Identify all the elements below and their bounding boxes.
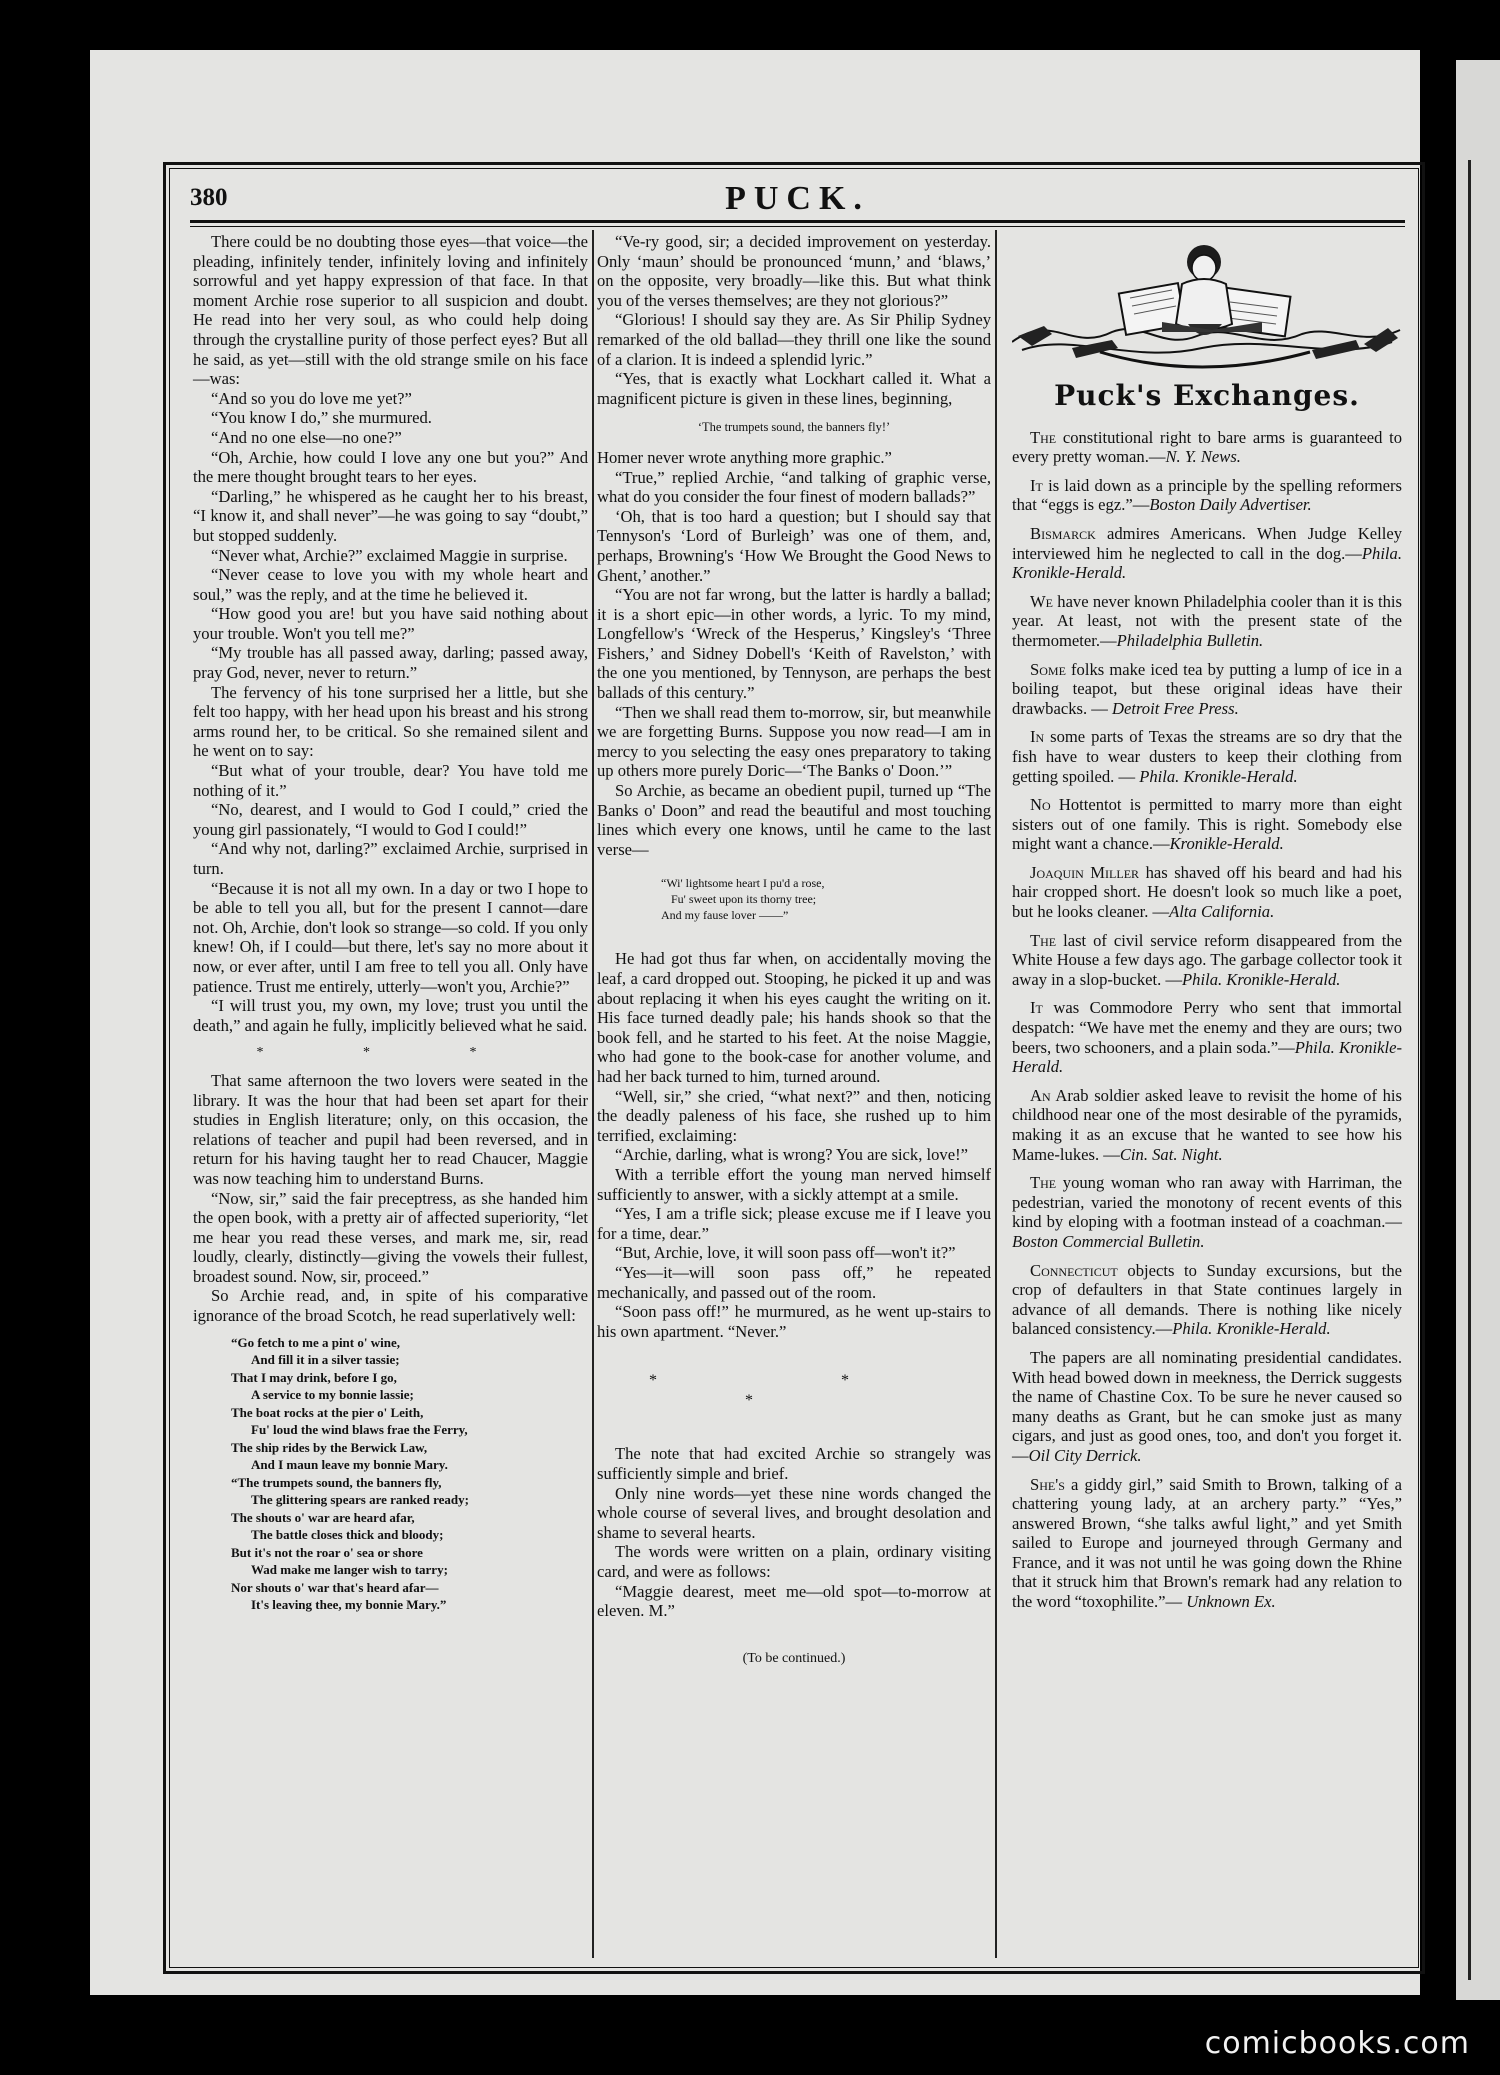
- story-paragraph: “No, dearest, and I would to God I could,” cried the young girl passionately, “I would to God I could!”: [193, 800, 588, 839]
- exchange-text: is laid down as a principle by the spelling reformers that “eggs is egz.”—: [1012, 475, 1402, 515]
- exchange-lead: It: [1030, 998, 1043, 1018]
- column-rule: [592, 230, 594, 1958]
- exchange-item: [1012, 660, 1402, 719]
- adjacent-page-rule: [1468, 160, 1471, 1980]
- header-rule-thin: [190, 226, 1405, 227]
- exchange-source: Boston Daily Advertiser.: [1149, 495, 1312, 515]
- exchange-text: objects to Sunday excursions, but the crop of defaulters in that State continues largely in advance of all demands. There is nothing like nicely balanced consistency.—: [1012, 1260, 1402, 1339]
- verse-line: That I may drink, before I go,: [231, 1369, 397, 1385]
- verse-line: Fu' sweet upon its thorny tree;: [671, 892, 817, 907]
- exchange-text: young woman who ran away with Harriman, the pedestrian, varied the monotony of recent events of this kind by eloping with a footman instead of a coachman.—: [1012, 1173, 1402, 1232]
- quoted-line: ‘The trumpets sound, the banners fly!’: [697, 420, 891, 435]
- exchange-source: Kronikle-Herald.: [1169, 834, 1284, 854]
- to-be-continued: (To be continued.): [742, 1650, 846, 1666]
- exchange-source: N. Y. News.: [1165, 447, 1241, 467]
- story-paragraph: “Now, sir,” said the fair preceptress, as she handed him the open book, with a pretty air of affected superiority, “let me hear you read these verses, and mark me, sir, read loudly, clearly, distinctly—giving the vowels their fullest, broadest sound. Now, sir, proceed.”: [193, 1188, 588, 1286]
- exchange-lead: Some: [1030, 659, 1066, 679]
- exchange-item: [1012, 931, 1402, 990]
- exchange-lead: It: [1030, 475, 1043, 495]
- exchange-item: [1012, 1348, 1402, 1466]
- exchanges-illustration: [1012, 232, 1402, 380]
- exchange-source: Cin. Sat. Night.: [1119, 1144, 1223, 1164]
- story-paragraph: “But what of your trouble, dear? You have told me nothing of it.”: [193, 761, 588, 800]
- story-paragraph: “And so you do love me yet?”: [211, 388, 412, 408]
- exchange-lead: Bismarck: [1030, 523, 1096, 543]
- story-column-1: [193, 232, 588, 1614]
- exchange-text: has shaved off his beard and had his hair cropped short. He doesn't look so much like a poet, but he looks cleaner. —: [1012, 862, 1402, 922]
- story-paragraph: So Archie read, and, in spite of his comparative ignorance of the broad Scotch, he read superlatively well:: [193, 1286, 588, 1326]
- exchange-source: Boston Commercial Bulletin.: [1012, 1231, 1205, 1251]
- story-paragraph: “Yes—it—will soon pass off,” he repeated mechanically, and passed out of the room.: [597, 1262, 991, 1302]
- exchange-item: [1012, 1261, 1402, 1339]
- exchange-item: [1012, 1475, 1402, 1612]
- story-paragraph: “My trouble has all passed away, darling; passed away, pray God, never, never to return.”: [193, 643, 588, 683]
- cherub-with-newspapers-illustration: [1012, 232, 1402, 380]
- exchange-lead: An: [1030, 1085, 1051, 1105]
- exchange-source: Oil City Derrick.: [1028, 1445, 1142, 1465]
- verse-line: And I maun leave my bonnie Mary.: [251, 1457, 448, 1473]
- header-rule: [190, 220, 1405, 223]
- page-number: 380: [190, 184, 228, 211]
- exchange-text: was Commodore Perry who sent that immortal despatch: “We have met the enemy and they are ours; two beers, two schooners, and a plain soda.”—: [1012, 998, 1402, 1057]
- story-paragraph: “True,” replied Archie, “and talking of graphic verse, what do you consider the four finest of modern ballads?”: [597, 467, 991, 507]
- story-paragraph: “You are not far wrong, but the latter is hardly a ballad; it is a short epic—in other words, a lyric. To my mind, Longfellow's ‘Wreck of the Hesperus,’ Kingsley's ‘Three Fishers,’ and Sidney Dobell's ‘Keith of Ravelston,’ with the one you mentioned, by Tennyson, are perhaps the best ballads of this century.”: [597, 585, 991, 703]
- story-paragraph: “Never what, Archie?” exclaimed Maggie in surprise.: [211, 545, 568, 565]
- story-paragraph: “Then we shall read them to-morrow, sir, but meanwhile we are forgetting Burns. Suppose you now read—I am in mercy to you selecting the easy ones preparatory to taking up others more purely Doric—‘The Banks o' Doon.’”: [597, 702, 991, 781]
- exchange-lead: The: [1030, 427, 1057, 447]
- exchange-item: [1012, 727, 1402, 786]
- verse-line: “The trumpets sound, the banners fly,: [231, 1474, 442, 1490]
- verse-line: Nor shouts o' war that's heard afar—: [231, 1579, 439, 1595]
- exchange-text: folks make iced tea by putting a lump of ice in a boiling teapot, but these original ideas have their drawbacks. —: [1012, 659, 1402, 718]
- exchange-text: have never known Philadelphia cooler than it is this year. At least, not with the present state of the thermometer.—: [1012, 591, 1402, 650]
- story-paragraph: “Yes, that is exactly what Lockhart called it. What a magnificent picture is given in these lines, beginning,: [597, 369, 991, 408]
- story-paragraph: “Well, sir,” she cried, “what next?” and then, noticing the deadly paleness of his face, she rushed up to him terrified, exclaiming:: [597, 1086, 991, 1145]
- section-break-stars: * * *: [649, 1372, 939, 1409]
- exchange-text: Arab soldier asked leave to revisit the home of his childhood near one of the most desirable of the pyramids, making it as an excuse that he wanted to see how his Mame-lukes. —: [1012, 1085, 1402, 1164]
- exchange-text: last of civil service reform disappeared from the White House a few days ago. The garbage collector took it away in a slop-bucket. —: [1012, 930, 1402, 989]
- exchange-source: Phila. Kronikle-Herald.: [1012, 1037, 1402, 1077]
- poem-verse: [231, 1334, 588, 1614]
- story-paragraph: ‘Oh, that is too hard a question; but I should say that Tennyson's ‘Lord of Burleigh’ was one of them, and, perhaps, Browning's ‘How We Brought the Good News to Ghent,’ another.”: [597, 506, 991, 585]
- verse-line: “Wi' lightsome heart I pu'd a rose,: [661, 876, 825, 891]
- exchange-text: constitutional right to bare arms is guaranteed to every pretty woman.—: [1012, 427, 1402, 467]
- verse-line: A service to my bonnie lassie;: [251, 1387, 414, 1403]
- exchange-text: Hottentot is permitted to marry more than eight sisters out of one family. This is right. Somebody else might want a chance.—: [1012, 795, 1402, 854]
- exchange-text: The papers are all nominating presidential candidates. With head bowed down in meekness, the Derrick suggests the name of Chastine Cox. To be sure he never caused so many deaths as Grant, but he can smoke just as many cigars, and just as good ones, too, and don't you forget it.—: [1012, 1347, 1402, 1465]
- exchange-source: Phila. Kronikle-Herald.: [1172, 1319, 1331, 1339]
- exchange-source: Philadelphia Bulletin.: [1116, 630, 1264, 650]
- story-paragraph: “And no one else—no one?”: [211, 427, 402, 447]
- exchange-lead: She's: [1030, 1474, 1065, 1494]
- story-paragraph: “I will trust you, my own, my love; trust you until the death,” and again he fully, implicitly believed what he said.: [193, 996, 588, 1035]
- exchange-text: admires Americans. When Judge Kelley interviewed him he neglected to call in the dog.—: [1012, 523, 1402, 563]
- exchange-lead: Connecticut: [1030, 1260, 1118, 1280]
- section-break-stars: * * *: [256, 1045, 525, 1061]
- exchange-lead: The: [1030, 930, 1057, 950]
- exchange-source: Phila. Kronikle-Herald.: [1012, 543, 1402, 583]
- story-paragraph: Homer never wrote anything more graphic.”: [597, 447, 892, 467]
- exchange-item: [1012, 795, 1402, 854]
- adjacent-page-edge: [1456, 60, 1500, 2000]
- story-paragraph: So Archie, as became an obedient pupil, turned up “The Banks o' Doon” and read the beautiful and most touching lines which every one knows, until he came to the last verse—: [597, 781, 991, 859]
- story-paragraph: “Oh, Archie, how could I love any one but you?” And the mere thought brought tears to her eyes.: [193, 447, 588, 487]
- story-paragraph: Only nine words—yet these nine words changed the whole course of several lives, and brought desolation and shame to several hearts.: [597, 1483, 991, 1542]
- exchange-source: Detroit Free Press.: [1112, 698, 1239, 718]
- story-paragraph: “Darling,” he whispered as he caught her to his breast, “I know it, and shall never”—he was going to say “doubt,” but stopped suddenly.: [193, 486, 588, 545]
- exchange-source: Alta California.: [1169, 902, 1275, 922]
- poem-verse: [661, 875, 991, 923]
- verse-line: The boat rocks at the pier o' Leith,: [231, 1404, 424, 1420]
- exchange-item: [1012, 1173, 1402, 1251]
- verse-line: And my fause lover ——”: [661, 908, 789, 923]
- exchange-item: [1012, 1086, 1402, 1164]
- story-paragraph: The fervency of his tone surprised her a little, but she felt too happy, with her head upon his breast and his strong arms round her, to be critical. So she remained silent and he went on to say:: [193, 682, 588, 761]
- exchange-lead: Joaquin Miller: [1030, 862, 1140, 882]
- exchange-source: Unknown Ex.: [1186, 1592, 1276, 1612]
- exchanges-heading: Puck's Exchanges.: [1054, 379, 1360, 412]
- story-paragraph: “But, Archie, love, it will soon pass off—won't it?”: [615, 1243, 956, 1263]
- story-paragraph: “Soon pass off!” he murmured, as he went up-stairs to his own apartment. “Never.”: [597, 1302, 991, 1341]
- story-paragraph: “Glorious! I should say they are. As Sir Philip Sydney remarked of the old ballad—they thrill one like the sound of a clarion. It is indeed a splendid lyric.”: [597, 310, 991, 369]
- story-paragraph: “Maggie dearest, meet me—old spot—to-morrow at eleven. M.”: [597, 1581, 991, 1621]
- verse-line: The glittering spears are ranked ready;: [251, 1492, 469, 1508]
- verse-line: It's leaving thee, my bonnie Mary.”: [251, 1597, 447, 1613]
- story-paragraph: The note that had excited Archie so strangely was sufficiently simple and brief.: [597, 1444, 991, 1484]
- story-paragraph: There could be no doubting those eyes—that voice—the pleading, infinitely tender, infinitely loving and infinitely sorrowful and yet happy expression of that face. In that moment Archie rose superior to all suspicion and doubt. He read into her very soul, as who could help doing through the crystalline purity of those perfect eyes? But all he said, as yet—still with the old strange smile on his face—was:: [193, 232, 588, 389]
- exchange-item: [1012, 524, 1402, 583]
- story-column-2: [597, 232, 991, 1668]
- verse-line: Wad make me langer wish to tarry;: [251, 1562, 448, 1578]
- exchange-lead: No: [1030, 795, 1051, 815]
- story-paragraph: With a terrible effort the young man nerved himself sufficiently to answer, with a sickly attempt at a smile.: [597, 1164, 991, 1204]
- exchange-source: Phila. Kronikle-Herald.: [1139, 766, 1298, 786]
- exchange-item: [1012, 476, 1402, 515]
- page-title: PUCK.: [725, 180, 870, 217]
- verse-line: But it's not the roar o' sea or shore: [231, 1544, 423, 1560]
- verse-line: And fill it in a silver tassie;: [251, 1352, 400, 1368]
- verse-line: The shouts o' war are heard afar,: [231, 1509, 415, 1525]
- story-paragraph: “Because it is not all my own. In a day or two I hope to be able to tell you all, but for the present I cannot—dare not. Oh, Archie, don't look so strange—so cold. If you only knew! Oh, if I could—but there, let's say no more about it now, or ever after, until I am free to tell you all. Only have patience. Trust me entirely, utterly—won't you, Archie?”: [193, 878, 588, 996]
- exchange-lead: The: [1030, 1173, 1057, 1193]
- story-paragraph: “Ve-ry good, sir; a decided improvement on yesterday. Only ‘maun’ should be pronounced ‘munn,’ and ‘blaws,’ on the opposite, very broadly—like this. But what think you of the verses themselves; are they not glorious?”: [597, 232, 991, 310]
- column-rule: [995, 230, 997, 1958]
- story-paragraph: He had got thus far when, on accidentally moving the leaf, a card dropped out. Stooping, he picked it up and was about replacing it when his eyes caught the writing on it. His face turned deadly pale; his hands shook so that the book fell, and he started to his feet. At the noise Maggie, who had gone to the book-case for another volume, and had her back turned to him, turned around.: [597, 949, 991, 1086]
- verse-line: The ship rides by the Berwick Law,: [231, 1439, 428, 1455]
- story-paragraph: “Yes, I am a trifle sick; please excuse me if I leave you for a time, dear.”: [597, 1204, 991, 1243]
- exchange-text: some parts of Texas the streams are so dry that the fish have to wear dusters to keep their clothing from getting spoiled. —: [1012, 727, 1402, 786]
- verse-line: The battle closes thick and bloody;: [251, 1527, 444, 1543]
- exchange-lead: We: [1030, 591, 1053, 611]
- story-paragraph: That same afternoon the two lovers were seated in the library. It was the hour that had been set apart for their studies in English literature; only, on this occasion, the relations of teacher and pupil had been reversed, and in return for his having taught her to read Chaucer, Maggie was now teaching him to understand Burns.: [193, 1070, 588, 1188]
- verse-line: Fu' loud the wind blaws frae the Ferry,: [251, 1422, 468, 1438]
- story-paragraph: “Archie, darling, what is wrong? You are sick, love!”: [615, 1145, 968, 1165]
- exchange-item: [1012, 998, 1402, 1076]
- story-paragraph: “And why not, darling?” exclaimed Archie, surprised in turn.: [193, 839, 588, 878]
- story-paragraph: “Never cease to love you with my whole heart and soul,” was the reply, and at the time he believed it.: [193, 565, 588, 604]
- story-paragraph: “You know I do,” she murmured.: [211, 408, 432, 428]
- verse-line: “Go fetch to me a pint o' wine,: [231, 1334, 400, 1350]
- story-paragraph: The words were written on a plain, ordinary visiting card, and were as follows:: [597, 1542, 991, 1582]
- exchange-lead: In: [1030, 727, 1045, 747]
- masthead: [190, 180, 1405, 220]
- exchange-item: [1012, 428, 1402, 467]
- site-watermark: comicbooks.com: [1204, 2026, 1470, 2061]
- exchange-source: Phila. Kronikle-Herald.: [1182, 969, 1341, 989]
- exchange-item: [1012, 592, 1402, 651]
- story-paragraph: “How good you are! but you have said nothing about your trouble. Won't you tell me?”: [193, 604, 588, 643]
- exchange-text: a giddy girl,” said Smith to Brown, talking of a chattering young lady, at an archery party.” “Yes,” answered Brown, “she talks awful light,” and yet Smith sailed to Europe and journeyed through Germany and France, and it was not until he was going down the Rhine that it struck him that Brown's remark had any relation to the word “toxophilite.”—: [1012, 1474, 1402, 1612]
- exchanges-column: [1012, 232, 1402, 1612]
- exchange-item: [1012, 863, 1402, 922]
